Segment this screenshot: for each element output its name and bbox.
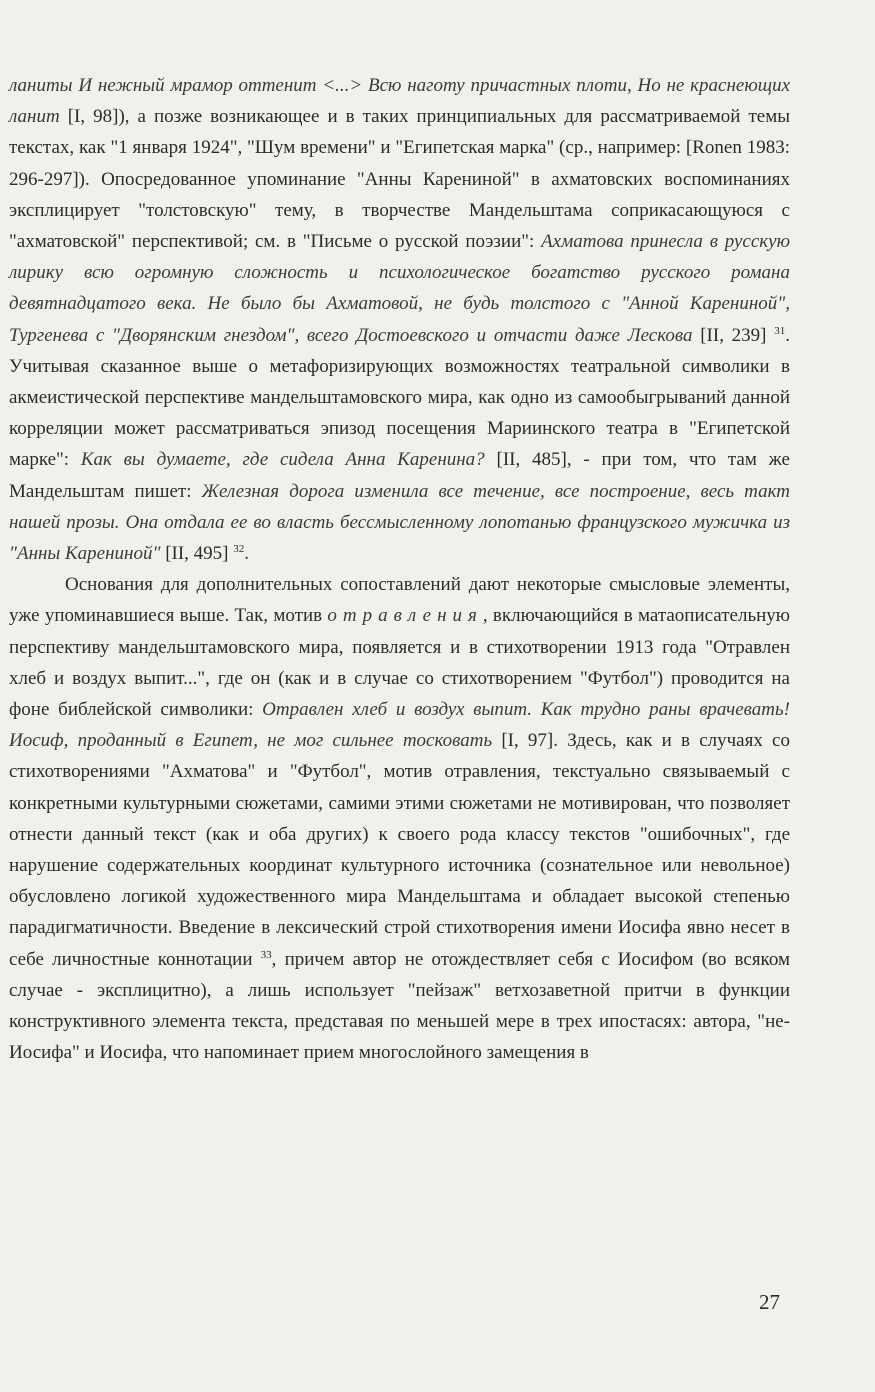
footnote-ref-33: 33 (260, 948, 272, 961)
body-text: . Учитывая сказанное выше о метафоризирующих возможностях театральной символики в акмеистической перспективе мандельштамовского мира, как одно из самообыгрываний данной корреляции может рассматриваться эпизод посещения Мариинского театра в "Египетской марке": (9, 324, 790, 471)
body-text: [I, 97]. Здесь, как и в случаях со стихотворениями "Ахматова" и "Футбол", мотив отравления, текстуально связываемый с конкретными культурными сюжетами, самими этими сюжетами не мотивирован, что позволяет отнести данный текст (как и оба других) к своего рода классу текстов "ошибочных", где нарушение содержательных координат культурного источника (сознательное или невольное) обусловлено логикой художественного мира Мандельштама и обладает высокой степенью парадигматичности. Введение в лексический строй стихотворения имени Иосифа явно несет в себе личностные коннотации (9, 730, 790, 970)
body-text: , причем автор не отождествляет себя с Иосифом (во всяком случае - эксплицитно), а лишь использует "пейзаж" ветхозаветной притчи в функции конструктивного элемента текста, представая по меньшей мере в трех ипостасях: автора, "не-Иосифа" и Иосифа, что напоминает прием многослойного замещения в (9, 948, 790, 1064)
body-text: Основания для дополнительных сопоставлений дают некоторые смысловые элементы, уже упоминавшиеся выше. Так, мотив (9, 574, 790, 627)
paragraph-2 (9, 569, 790, 1068)
spaced-emphasis: отравления (327, 605, 483, 627)
page-body (9, 70, 790, 1069)
quotation-italic: Ахматова принесла в русскую лирику всю огромную сложность и психологическое богатство русского романа девятнадцатого века. Не было бы Ахматовой, не будь толстого с "Анной Карениной", Тургенева с "Дворянским гнездом", всего Достоевского и отчасти даже Лескова (9, 231, 791, 346)
footnote-ref-32: 32 (233, 543, 245, 556)
citation: [II, 239] (692, 324, 775, 346)
body-text: , включающийся в матаописательную перспективу мандельштамовского мира, появляется и в стихотворении 1913 года "Отравлен хлеб и воздух выпит...", где он (как и в случае со стихотворением "Футбол") проводится на фоне библейской символики: (9, 605, 790, 721)
paragraph-1 (9, 70, 790, 569)
page-number: 27 (759, 1290, 780, 1314)
quotation-italic: ланиты И нежный мрамор оттенит <...> Всю наготу причастных плоти, Но не краснеющих ланит (9, 75, 790, 128)
quotation-italic: Как вы думаете, где сидела Анна Каренина? (80, 449, 485, 471)
body-text: [II, 485], - при том, что там же Мандельштам пишет: (9, 449, 790, 502)
citation: [II, 495] (160, 543, 234, 565)
footnote-ref-31: 31 (774, 324, 786, 337)
quotation-italic: Отравлен хлеб и воздух выпит. Как трудно раны врачевать! Иосиф, проданный в Египет, не мог сильнее тосковать (9, 699, 790, 752)
quotation-italic: Железная дорога изменила все течение, все построение, весь такт нашей прозы. Она отдала ее во власть бессмысленному лопотанью французского мужичка из "Анны Карениной" (9, 480, 790, 565)
body-text: . (244, 543, 249, 565)
body-text: [I, 98]), а позже возникающее и в таких принципиальных для рассматриваемой темы текстах, как "1 января 1924", "Шум времени" и "Египетская марка" (ср., например: [Ronen 1983: 296-297]). Опосредованное упоминание "Анны Карениной" в ахматовских воспоминаниях эксплицирует "толстовскую" тему, в творчестве Мандельштама соприкасающуюся с "ахматовской" перспективой; см. в "Письме о русской поэзии": (9, 106, 790, 253)
